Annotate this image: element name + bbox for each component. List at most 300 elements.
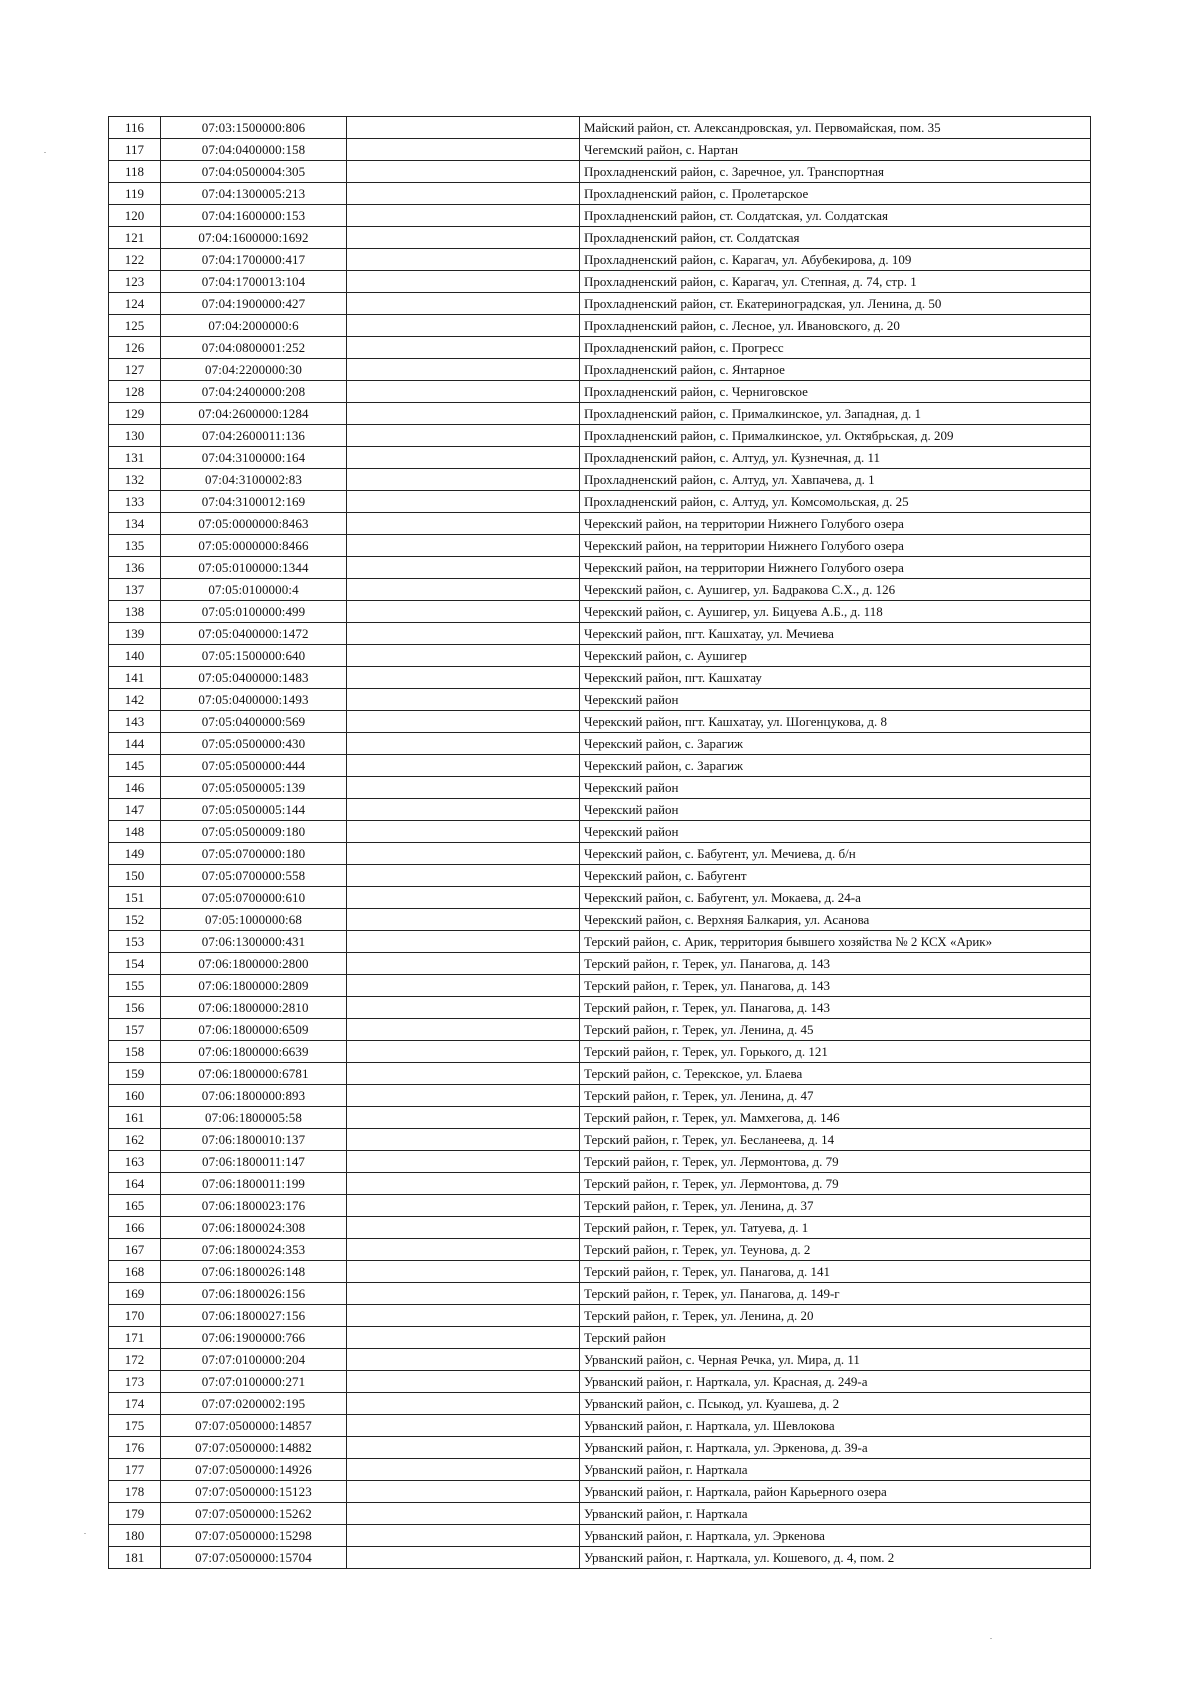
blank-cell — [347, 711, 580, 733]
blank-cell — [347, 117, 580, 139]
row-number: 168 — [109, 1261, 161, 1283]
table-row — [109, 447, 1091, 469]
table-row — [109, 1437, 1091, 1459]
blank-cell — [347, 469, 580, 491]
address: Майский район, ст. Александровская, ул. Первомайская, пом. 35 — [580, 117, 1091, 139]
row-number: 118 — [109, 161, 161, 183]
blank-cell — [347, 535, 580, 557]
table-row — [109, 733, 1091, 755]
address: Черекский район, на территории Нижнего Голубого озера — [580, 535, 1091, 557]
scan-speck — [44, 152, 46, 153]
row-number: 162 — [109, 1129, 161, 1151]
cadastral-number: 07:04:1700000:417 — [161, 249, 347, 271]
cadastral-number: 07:05:0100000:499 — [161, 601, 347, 623]
cadastral-number: 07:07:0500000:14882 — [161, 1437, 347, 1459]
blank-cell — [347, 447, 580, 469]
row-number: 148 — [109, 821, 161, 843]
table-row — [109, 403, 1091, 425]
row-number: 166 — [109, 1217, 161, 1239]
cadastral-number: 07:06:1800000:2809 — [161, 975, 347, 997]
scan-speck — [990, 1638, 992, 1639]
cadastral-number: 07:04:3100012:169 — [161, 491, 347, 513]
cadastral-number: 07:06:1800000:6509 — [161, 1019, 347, 1041]
row-number: 146 — [109, 777, 161, 799]
blank-cell — [347, 1085, 580, 1107]
row-number: 130 — [109, 425, 161, 447]
table-row — [109, 953, 1091, 975]
address: Терский район, г. Терек, ул. Татуева, д. 1 — [580, 1217, 1091, 1239]
cadastral-number: 07:05:1000000:68 — [161, 909, 347, 931]
address: Терский район, г. Терек, ул. Теунова, д. 2 — [580, 1239, 1091, 1261]
cadastral-number: 07:06:1800027:156 — [161, 1305, 347, 1327]
address: Черекский район, с. Зарагиж — [580, 755, 1091, 777]
table-row — [109, 1151, 1091, 1173]
cadastral-number: 07:05:0400000:1483 — [161, 667, 347, 689]
property-table-body — [109, 117, 1091, 1569]
address: Черекский район — [580, 689, 1091, 711]
address: Терский район, г. Терек, ул. Ленина, д. 47 — [580, 1085, 1091, 1107]
address: Черекский район, с. Бабугент, ул. Мокаева, д. 24-а — [580, 887, 1091, 909]
address: Черекский район, с. Аушигер — [580, 645, 1091, 667]
table-row — [109, 1327, 1091, 1349]
table-row — [109, 601, 1091, 623]
cadastral-number: 07:04:1900000:427 — [161, 293, 347, 315]
cadastral-number: 07:05:1500000:640 — [161, 645, 347, 667]
blank-cell — [347, 887, 580, 909]
row-number: 132 — [109, 469, 161, 491]
table-row — [109, 1063, 1091, 1085]
table-row — [109, 293, 1091, 315]
row-number: 155 — [109, 975, 161, 997]
row-number: 165 — [109, 1195, 161, 1217]
table-row — [109, 1393, 1091, 1415]
row-number: 180 — [109, 1525, 161, 1547]
address: Терский район, г. Терек, ул. Панагова, д. 149-г — [580, 1283, 1091, 1305]
blank-cell — [347, 425, 580, 447]
blank-cell — [347, 1503, 580, 1525]
table-row — [109, 755, 1091, 777]
blank-cell — [347, 1459, 580, 1481]
blank-cell — [347, 1393, 580, 1415]
row-number: 163 — [109, 1151, 161, 1173]
address: Урванский район, г. Нарткала — [580, 1459, 1091, 1481]
blank-cell — [347, 249, 580, 271]
row-number: 123 — [109, 271, 161, 293]
address: Черекский район, с. Аушигер, ул. Бадракова С.Х., д. 126 — [580, 579, 1091, 601]
table-row — [109, 1547, 1091, 1569]
blank-cell — [347, 953, 580, 975]
address: Прохладненский район, с. Янтарное — [580, 359, 1091, 381]
address: Урванский район, г. Нарткала, район Карьерного озера — [580, 1481, 1091, 1503]
table-row — [109, 359, 1091, 381]
cadastral-number: 07:04:1300005:213 — [161, 183, 347, 205]
address: Черекский район, пгт. Кашхатау — [580, 667, 1091, 689]
row-number: 128 — [109, 381, 161, 403]
blank-cell — [347, 601, 580, 623]
cadastral-number: 07:06:1800026:156 — [161, 1283, 347, 1305]
blank-cell — [347, 161, 580, 183]
row-number: 175 — [109, 1415, 161, 1437]
row-number: 179 — [109, 1503, 161, 1525]
cadastral-number: 07:05:0400000:1493 — [161, 689, 347, 711]
cadastral-number: 07:05:0500009:180 — [161, 821, 347, 843]
cadastral-number: 07:04:0800001:252 — [161, 337, 347, 359]
blank-cell — [347, 183, 580, 205]
blank-cell — [347, 1019, 580, 1041]
address: Урванский район, г. Нарткала, ул. Красная, д. 249-а — [580, 1371, 1091, 1393]
address: Урванский район, с. Черная Речка, ул. Мира, д. 11 — [580, 1349, 1091, 1371]
cadastral-number: 07:06:1800024:353 — [161, 1239, 347, 1261]
table-row — [109, 1041, 1091, 1063]
row-number: 141 — [109, 667, 161, 689]
row-number: 133 — [109, 491, 161, 513]
blank-cell — [347, 1239, 580, 1261]
row-number: 177 — [109, 1459, 161, 1481]
cadastral-number: 07:05:0700000:180 — [161, 843, 347, 865]
address: Терский район, г. Терек, ул. Панагова, д. 143 — [580, 997, 1091, 1019]
address: Прохладненский район, с. Пролетарское — [580, 183, 1091, 205]
blank-cell — [347, 1481, 580, 1503]
blank-cell — [347, 491, 580, 513]
table-row — [109, 1305, 1091, 1327]
cadastral-number: 07:06:1800023:176 — [161, 1195, 347, 1217]
table-row — [109, 315, 1091, 337]
address: Черекский район, на территории Нижнего Голубого озера — [580, 513, 1091, 535]
blank-cell — [347, 865, 580, 887]
blank-cell — [347, 821, 580, 843]
address: Терский район, г. Терек, ул. Панагова, д. 143 — [580, 975, 1091, 997]
cadastral-number: 07:05:0500000:444 — [161, 755, 347, 777]
address: Черекский район, с. Бабугент, ул. Мечиева, д. б/н — [580, 843, 1091, 865]
row-number: 119 — [109, 183, 161, 205]
blank-cell — [347, 1217, 580, 1239]
table-row — [109, 997, 1091, 1019]
row-number: 131 — [109, 447, 161, 469]
cadastral-number: 07:04:3100002:83 — [161, 469, 347, 491]
cadastral-number: 07:04:3100000:164 — [161, 447, 347, 469]
cadastral-number: 07:06:1800000:6639 — [161, 1041, 347, 1063]
address: Терский район — [580, 1327, 1091, 1349]
table-row — [109, 1239, 1091, 1261]
row-number: 161 — [109, 1107, 161, 1129]
table-row — [109, 843, 1091, 865]
table-row — [109, 799, 1091, 821]
address: Прохладненский район, с. Алтуд, ул. Хавпачева, д. 1 — [580, 469, 1091, 491]
row-number: 138 — [109, 601, 161, 623]
row-number: 143 — [109, 711, 161, 733]
table-row — [109, 1129, 1091, 1151]
address: Черекский район — [580, 777, 1091, 799]
address: Урванский район, г. Нарткала, ул. Эркенова, д. 39-а — [580, 1437, 1091, 1459]
cadastral-number: 07:07:0100000:204 — [161, 1349, 347, 1371]
cadastral-number: 07:04:2600011:136 — [161, 425, 347, 447]
cadastral-number: 07:06:1800024:308 — [161, 1217, 347, 1239]
table-row — [109, 1173, 1091, 1195]
cadastral-number: 07:05:0500005:139 — [161, 777, 347, 799]
row-number: 151 — [109, 887, 161, 909]
cadastral-number: 07:07:0500000:14926 — [161, 1459, 347, 1481]
row-number: 144 — [109, 733, 161, 755]
row-number: 134 — [109, 513, 161, 535]
row-number: 127 — [109, 359, 161, 381]
blank-cell — [347, 1151, 580, 1173]
address: Черекский район, с. Бабугент — [580, 865, 1091, 887]
address: Прохладненский район, с. Лесное, ул. Ивановского, д. 20 — [580, 315, 1091, 337]
blank-cell — [347, 227, 580, 249]
row-number: 121 — [109, 227, 161, 249]
blank-cell — [347, 315, 580, 337]
table-row — [109, 689, 1091, 711]
cadastral-number: 07:06:1800000:2810 — [161, 997, 347, 1019]
row-number: 153 — [109, 931, 161, 953]
table-row — [109, 667, 1091, 689]
table-row — [109, 887, 1091, 909]
row-number: 129 — [109, 403, 161, 425]
address: Терский район, г. Терек, ул. Панагова, д. 141 — [580, 1261, 1091, 1283]
table-row — [109, 1085, 1091, 1107]
table-row — [109, 249, 1091, 271]
address: Черекский район, с. Аушигер, ул. Бицуева А.Б., д. 118 — [580, 601, 1091, 623]
table-row — [109, 1525, 1091, 1547]
property-table — [108, 116, 1091, 1569]
table-row — [109, 645, 1091, 667]
blank-cell — [347, 1525, 580, 1547]
table-row — [109, 975, 1091, 997]
cadastral-number: 07:06:1900000:766 — [161, 1327, 347, 1349]
blank-cell — [347, 337, 580, 359]
row-number: 173 — [109, 1371, 161, 1393]
address: Терский район, г. Терек, ул. Мамхегова, д. 146 — [580, 1107, 1091, 1129]
table-row — [109, 777, 1091, 799]
blank-cell — [347, 381, 580, 403]
cadastral-number: 07:05:0100000:1344 — [161, 557, 347, 579]
blank-cell — [347, 909, 580, 931]
blank-cell — [347, 799, 580, 821]
cadastral-number: 07:04:1600000:1692 — [161, 227, 347, 249]
table-row — [109, 491, 1091, 513]
address: Урванский район, г. Нарткала, ул. Шевлокова — [580, 1415, 1091, 1437]
blank-cell — [347, 1129, 580, 1151]
table-row — [109, 139, 1091, 161]
address: Прохладненский район, с. Заречное, ул. Транспортная — [580, 161, 1091, 183]
cadastral-number: 07:05:0400000:1472 — [161, 623, 347, 645]
blank-cell — [347, 1173, 580, 1195]
cadastral-number: 07:04:2400000:208 — [161, 381, 347, 403]
cadastral-number: 07:04:0500004:305 — [161, 161, 347, 183]
address: Терский район, с. Терекское, ул. Блаева — [580, 1063, 1091, 1085]
table-row — [109, 1371, 1091, 1393]
table-row — [109, 1349, 1091, 1371]
address: Терский район, г. Терек, ул. Горького, д. 121 — [580, 1041, 1091, 1063]
cadastral-number: 07:06:1800005:58 — [161, 1107, 347, 1129]
table-row — [109, 205, 1091, 227]
row-number: 152 — [109, 909, 161, 931]
table-row — [109, 535, 1091, 557]
table-row — [109, 337, 1091, 359]
table-row — [109, 931, 1091, 953]
blank-cell — [347, 271, 580, 293]
blank-cell — [347, 667, 580, 689]
blank-cell — [347, 733, 580, 755]
row-number: 172 — [109, 1349, 161, 1371]
cadastral-number: 07:06:1800011:199 — [161, 1173, 347, 1195]
table-row — [109, 1195, 1091, 1217]
table-row — [109, 909, 1091, 931]
blank-cell — [347, 623, 580, 645]
row-number: 160 — [109, 1085, 161, 1107]
table-row — [109, 1283, 1091, 1305]
blank-cell — [347, 513, 580, 535]
blank-cell — [347, 293, 580, 315]
blank-cell — [347, 931, 580, 953]
cadastral-number: 07:05:0700000:610 — [161, 887, 347, 909]
cadastral-number: 07:04:2000000:6 — [161, 315, 347, 337]
blank-cell — [347, 1327, 580, 1349]
cadastral-number: 07:07:0100000:271 — [161, 1371, 347, 1393]
row-number: 171 — [109, 1327, 161, 1349]
cadastral-number: 07:05:0000000:8463 — [161, 513, 347, 535]
table-row — [109, 865, 1091, 887]
address: Черекский район, на территории Нижнего Голубого озера — [580, 557, 1091, 579]
row-number: 154 — [109, 953, 161, 975]
row-number: 116 — [109, 117, 161, 139]
address: Урванский район, г. Нарткала, ул. Эркенова — [580, 1525, 1091, 1547]
row-number: 169 — [109, 1283, 161, 1305]
cadastral-number: 07:03:1500000:806 — [161, 117, 347, 139]
address: Терский район, с. Арик, территория бывшего хозяйства № 2 КСХ «Арик» — [580, 931, 1091, 953]
blank-cell — [347, 1283, 580, 1305]
blank-cell — [347, 1063, 580, 1085]
row-number: 158 — [109, 1041, 161, 1063]
table-row — [109, 557, 1091, 579]
address: Черекский район, с. Верхняя Балкария, ул. Асанова — [580, 909, 1091, 931]
row-number: 167 — [109, 1239, 161, 1261]
blank-cell — [347, 1107, 580, 1129]
row-number: 120 — [109, 205, 161, 227]
row-number: 117 — [109, 139, 161, 161]
address: Прохладненский район, ст. Екатериноградская, ул. Ленина, д. 50 — [580, 293, 1091, 315]
address: Урванский район, с. Псыкод, ул. Куашева, д. 2 — [580, 1393, 1091, 1415]
row-number: 139 — [109, 623, 161, 645]
cadastral-number: 07:05:0000000:8466 — [161, 535, 347, 557]
row-number: 147 — [109, 799, 161, 821]
address: Терский район, г. Терек, ул. Панагова, д. 143 — [580, 953, 1091, 975]
row-number: 122 — [109, 249, 161, 271]
blank-cell — [347, 1437, 580, 1459]
blank-cell — [347, 359, 580, 381]
row-number: 170 — [109, 1305, 161, 1327]
cadastral-number: 07:04:2600000:1284 — [161, 403, 347, 425]
table-row — [109, 381, 1091, 403]
table-row — [109, 183, 1091, 205]
row-number: 142 — [109, 689, 161, 711]
blank-cell — [347, 975, 580, 997]
table-row — [109, 1019, 1091, 1041]
table-row — [109, 1217, 1091, 1239]
row-number: 125 — [109, 315, 161, 337]
row-number: 181 — [109, 1547, 161, 1569]
address: Черекский район, пгт. Кашхатау, ул. Шогенцукова, д. 8 — [580, 711, 1091, 733]
table-row — [109, 425, 1091, 447]
blank-cell — [347, 777, 580, 799]
table-row — [109, 623, 1091, 645]
blank-cell — [347, 557, 580, 579]
cadastral-number: 07:04:0400000:158 — [161, 139, 347, 161]
table-row — [109, 579, 1091, 601]
address: Прохладненский район, с. Прималкинское, ул. Западная, д. 1 — [580, 403, 1091, 425]
address: Прохладненский район, с. Алтуд, ул. Комсомольская, д. 25 — [580, 491, 1091, 513]
blank-cell — [347, 403, 580, 425]
address: Черекский район — [580, 799, 1091, 821]
address: Терский район, г. Терек, ул. Ленина, д. 45 — [580, 1019, 1091, 1041]
address: Черекский район, пгт. Кашхатау, ул. Мечиева — [580, 623, 1091, 645]
cadastral-number: 07:07:0500000:14857 — [161, 1415, 347, 1437]
address: Прохладненский район, с. Алтуд, ул. Кузнечная, д. 11 — [580, 447, 1091, 469]
cadastral-number: 07:05:0700000:558 — [161, 865, 347, 887]
row-number: 136 — [109, 557, 161, 579]
table-row — [109, 513, 1091, 535]
table-row — [109, 1415, 1091, 1437]
row-number: 126 — [109, 337, 161, 359]
row-number: 159 — [109, 1063, 161, 1085]
table-row — [109, 1503, 1091, 1525]
cadastral-number: 07:05:0400000:569 — [161, 711, 347, 733]
cadastral-number: 07:05:0100000:4 — [161, 579, 347, 601]
blank-cell — [347, 1041, 580, 1063]
address: Терский район, г. Терек, ул. Лермонтова, д. 79 — [580, 1151, 1091, 1173]
cadastral-number: 07:06:1800000:6781 — [161, 1063, 347, 1085]
row-number: 140 — [109, 645, 161, 667]
table-row — [109, 271, 1091, 293]
row-number: 137 — [109, 579, 161, 601]
table-row — [109, 711, 1091, 733]
address: Терский район, г. Терек, ул. Ленина, д. 20 — [580, 1305, 1091, 1327]
table-row — [109, 1107, 1091, 1129]
row-number: 149 — [109, 843, 161, 865]
row-number: 150 — [109, 865, 161, 887]
row-number: 157 — [109, 1019, 161, 1041]
cadastral-number: 07:05:0500005:144 — [161, 799, 347, 821]
cadastral-number: 07:06:1800011:147 — [161, 1151, 347, 1173]
cadastral-number: 07:07:0200002:195 — [161, 1393, 347, 1415]
address: Черекский район, с. Зарагиж — [580, 733, 1091, 755]
address: Терский район, г. Терек, ул. Бесланеева, д. 14 — [580, 1129, 1091, 1151]
address: Прохладненский район, с. Прогресс — [580, 337, 1091, 359]
blank-cell — [347, 579, 580, 601]
blank-cell — [347, 689, 580, 711]
address: Прохладненский район, с. Прималкинское, ул. Октябрьская, д. 209 — [580, 425, 1091, 447]
blank-cell — [347, 139, 580, 161]
blank-cell — [347, 1415, 580, 1437]
row-number: 174 — [109, 1393, 161, 1415]
cadastral-number: 07:07:0500000:15704 — [161, 1547, 347, 1569]
blank-cell — [347, 1261, 580, 1283]
cadastral-number: 07:07:0500000:15298 — [161, 1525, 347, 1547]
blank-cell — [347, 1349, 580, 1371]
row-number: 176 — [109, 1437, 161, 1459]
cadastral-number: 07:07:0500000:15262 — [161, 1503, 347, 1525]
blank-cell — [347, 205, 580, 227]
address: Черекский район — [580, 821, 1091, 843]
address: Прохладненский район, с. Карагач, ул. Степная, д. 74, стр. 1 — [580, 271, 1091, 293]
row-number: 145 — [109, 755, 161, 777]
row-number: 164 — [109, 1173, 161, 1195]
blank-cell — [347, 1305, 580, 1327]
address: Урванский район, г. Нарткала — [580, 1503, 1091, 1525]
address: Прохладненский район, с. Черниговское — [580, 381, 1091, 403]
blank-cell — [347, 1547, 580, 1569]
address: Терский район, г. Терек, ул. Лермонтова, д. 79 — [580, 1173, 1091, 1195]
